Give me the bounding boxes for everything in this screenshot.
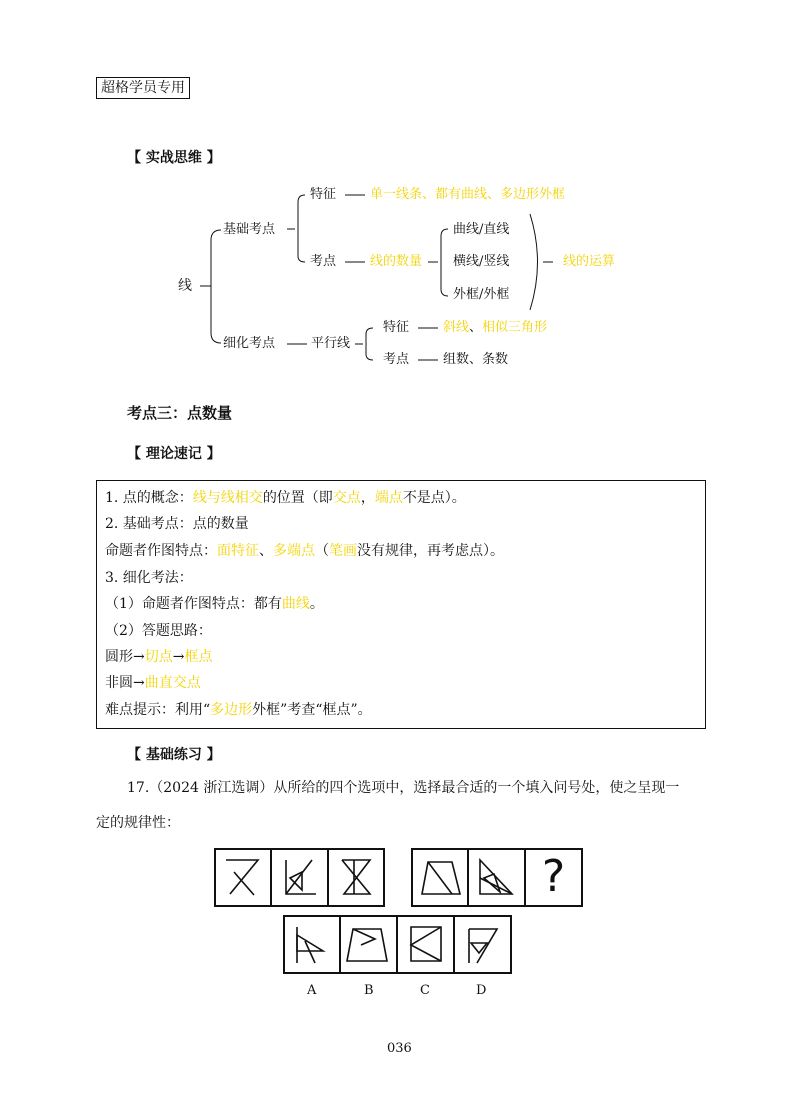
basic-feature-label: 特征 (310, 187, 337, 202)
question-line-1: 17.（2024 浙江选调）从所给的四个选项中，选择最合适的一个填入问号处，使之呈现一 (127, 780, 680, 796)
theory-line-7: 圆形→切点→框点 (105, 649, 213, 665)
theory-heading: 【 理论速记 】 (127, 446, 221, 462)
parallel-lines-label: 平行线 (311, 336, 351, 351)
section-title: 考点三：点数量 (127, 404, 233, 422)
theory-line-6: （2）答题思路： (105, 623, 212, 639)
theory-line-8: 非圆→曲直交点 (105, 675, 201, 691)
option-label-b: B (364, 983, 374, 998)
detail-points-label: 细化考点 (223, 336, 276, 351)
basic-feature-items: 单一线条、都有曲线、多边形外框 (370, 187, 566, 202)
theory-line-3: 命题者作图特点：面特征、多端点（笔画没有规律，再考虑点）。 (105, 543, 504, 559)
theory-line-1: 1. 点的概念：线与线相交的位置（即交点，端点不是点）。 (105, 490, 466, 506)
theory-line-4: 3. 细化考法： (105, 570, 193, 586)
detail-feature-label: 特征 (383, 320, 410, 335)
question-line-2: 定的规律性： (96, 815, 180, 831)
theory-line-2: 2. 基础考点：点的数量 (105, 516, 249, 532)
theory-box (96, 480, 706, 729)
theory-line-5: （1）命题者作图特点：都有曲线。 (105, 596, 324, 612)
detail-feature-items: 斜线、相似三角形 (443, 320, 548, 335)
basic-point-label: 考点 (310, 254, 337, 269)
options-figure-row (283, 915, 515, 977)
page-number: 036 (387, 1041, 412, 1056)
sub-horizontal-vertical: 横线/竖线 (453, 254, 510, 269)
detail-point-label: 考点 (383, 352, 410, 367)
option-label-d: D (476, 983, 487, 998)
line-count-label: 线的数量 (370, 254, 423, 269)
sub-frame: 外框/外框 (453, 287, 510, 302)
basic-points-label: 基础考点 (223, 222, 276, 237)
detail-point-value: 组数、条数 (443, 352, 509, 367)
question-mark: ? (541, 850, 566, 902)
line-operation-label: 线的运算 (563, 254, 616, 269)
option-label-a: A (307, 983, 317, 998)
theory-line-9: 难点提示：利用“多边形外框”考查“框点”。 (105, 702, 372, 718)
sub-curve-straight: 曲线/直线 (453, 222, 510, 237)
practice-heading: 【 基础练习 】 (127, 747, 221, 763)
mindmap-heading: 【 实战思维 】 (127, 150, 221, 166)
option-label-c: C (420, 983, 430, 998)
root-label: 线 (178, 278, 192, 294)
student-only-tag: 超格学员专用 (96, 77, 190, 99)
